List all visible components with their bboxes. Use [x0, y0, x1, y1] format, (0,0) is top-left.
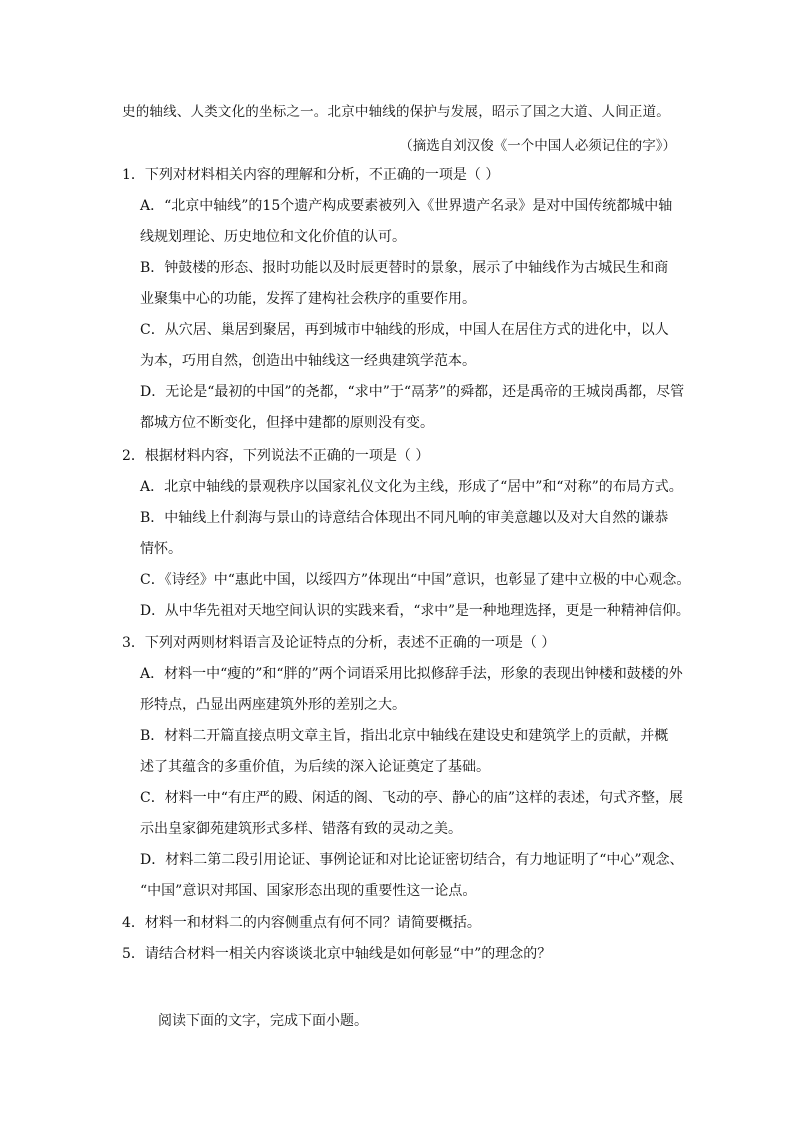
question-2-option-c-line-1: C．《诗经》中“惠此中国，以绥四方”体现出“中国”意识，也彰显了建中立极的中心观念。	[140, 572, 691, 588]
question-3-stem: 3．下列对两则材料语言及论证特点的分析，表述不正确的一项是（ ）	[122, 635, 556, 651]
question-3-option-b-line-1: B．材料二开篇直接点明文章主旨，指出北京中轴线在建设史和建筑学上的贡献，并概	[140, 728, 669, 744]
question-4-stem: 4．材料一和材料二的内容侧重点有何不同？请简要概括。	[122, 915, 481, 931]
section-prompt: 阅读下面的文字，完成下面小题。	[158, 1013, 368, 1029]
question-3-option-c-line-1: C．材料一中“有庄严的殿、闲适的阁、飞动的亭、静心的庙”这样的表述，句式齐整，展	[140, 790, 684, 806]
question-1-option-b-line-1: B．钟鼓楼的形态、报时功能以及时辰更替时的景象，展示了中轴线作为古城民生和商	[140, 260, 669, 276]
question-1-option-a-line-2: 线规划理论、历史地位和文化价值的认可。	[140, 229, 406, 245]
question-2-option-d-line-1: D．从中华先祖对天地空间认识的实践来看，“求中”是一种地理选择，更是一种精神信仰。	[140, 603, 690, 619]
question-2-option-b-line-1: B．中轴线上什刹海与景山的诗意结合体现出不同凡响的审美意趣以及对大自然的谦恭	[140, 510, 669, 526]
question-1-option-d-line-1: D．无论是“最初的中国”的尧都，“求中”于“鬲茅”的舜都，还是禹帝的王城岗禹都，尽管	[140, 384, 685, 400]
question-1-option-c-line-2: 为本，巧用自然，创造出中轴线这一经典建筑学范本。	[140, 353, 476, 369]
question-1-option-c-line-1: C．从穴居、巢居到聚居，再到城市中轴线的形成，中国人在居住方式的进化中，以人	[140, 322, 669, 338]
question-1-option-d-line-2: 都城方位不断变化，但择中建都的原则没有变。	[140, 415, 434, 431]
question-2-option-b-line-2: 情怀。	[140, 541, 182, 557]
question-3-option-d-line-2: “中国”意识对邦国、国家形态出现的重要性这一论点。	[140, 883, 477, 899]
question-1-option-b-line-2: 业聚集中心的功能，发挥了建构社会秩序的重要作用。	[140, 291, 476, 307]
question-2-stem: 2．根据材料内容，下列说法不正确的一项是（ ）	[122, 448, 430, 464]
question-3-option-c-line-2: 示出皇家御苑建筑形式多样、错落有致的灵动之美。	[140, 821, 462, 837]
intro-text-line: 史的轴线、人类文化的坐标之一。北京中轴线的保护与发展，昭示了国之大道、人间正道。	[122, 104, 670, 120]
question-3-option-b-line-2: 述了其蕴含的多重价值，为后续的深入论证奠定了基础。	[140, 759, 490, 775]
question-2-option-a-line-1: A．北京中轴线的景观秩序以国家礼仪文化为主线，形成了“居中”和“对称”的布局方式。	[140, 479, 683, 495]
question-1-option-a-line-1: A．“北京中轴线”的15个遗产构成要素被列入《世界遗产名录》是对中国传统都城中轴	[140, 198, 673, 214]
question-3-option-a-line-2: 形特点，凸显出两座建筑外形的差别之大。	[140, 697, 406, 713]
question-5-stem: 5．请结合材料一相关内容谈谈北京中轴线是如何彰显“中”的理念的？	[122, 946, 552, 962]
question-3-option-a-line-1: A．材料一中“瘦的”和“胖的”两个词语采用比拟修辞手法，形象的表现出钟楼和鼓楼的外	[140, 666, 683, 682]
question-1-stem: 1．下列对材料相关内容的理解和分析，不正确的一项是（ ）	[122, 167, 500, 183]
question-3-option-d-line-1: D．材料二第二段引用论证、事例论证和对比论证密切结合，有力地证明了“中心”观念、	[140, 852, 684, 868]
source-citation: （摘选自刘汉俊《一个中国人必须记住的字》）	[399, 138, 676, 154]
